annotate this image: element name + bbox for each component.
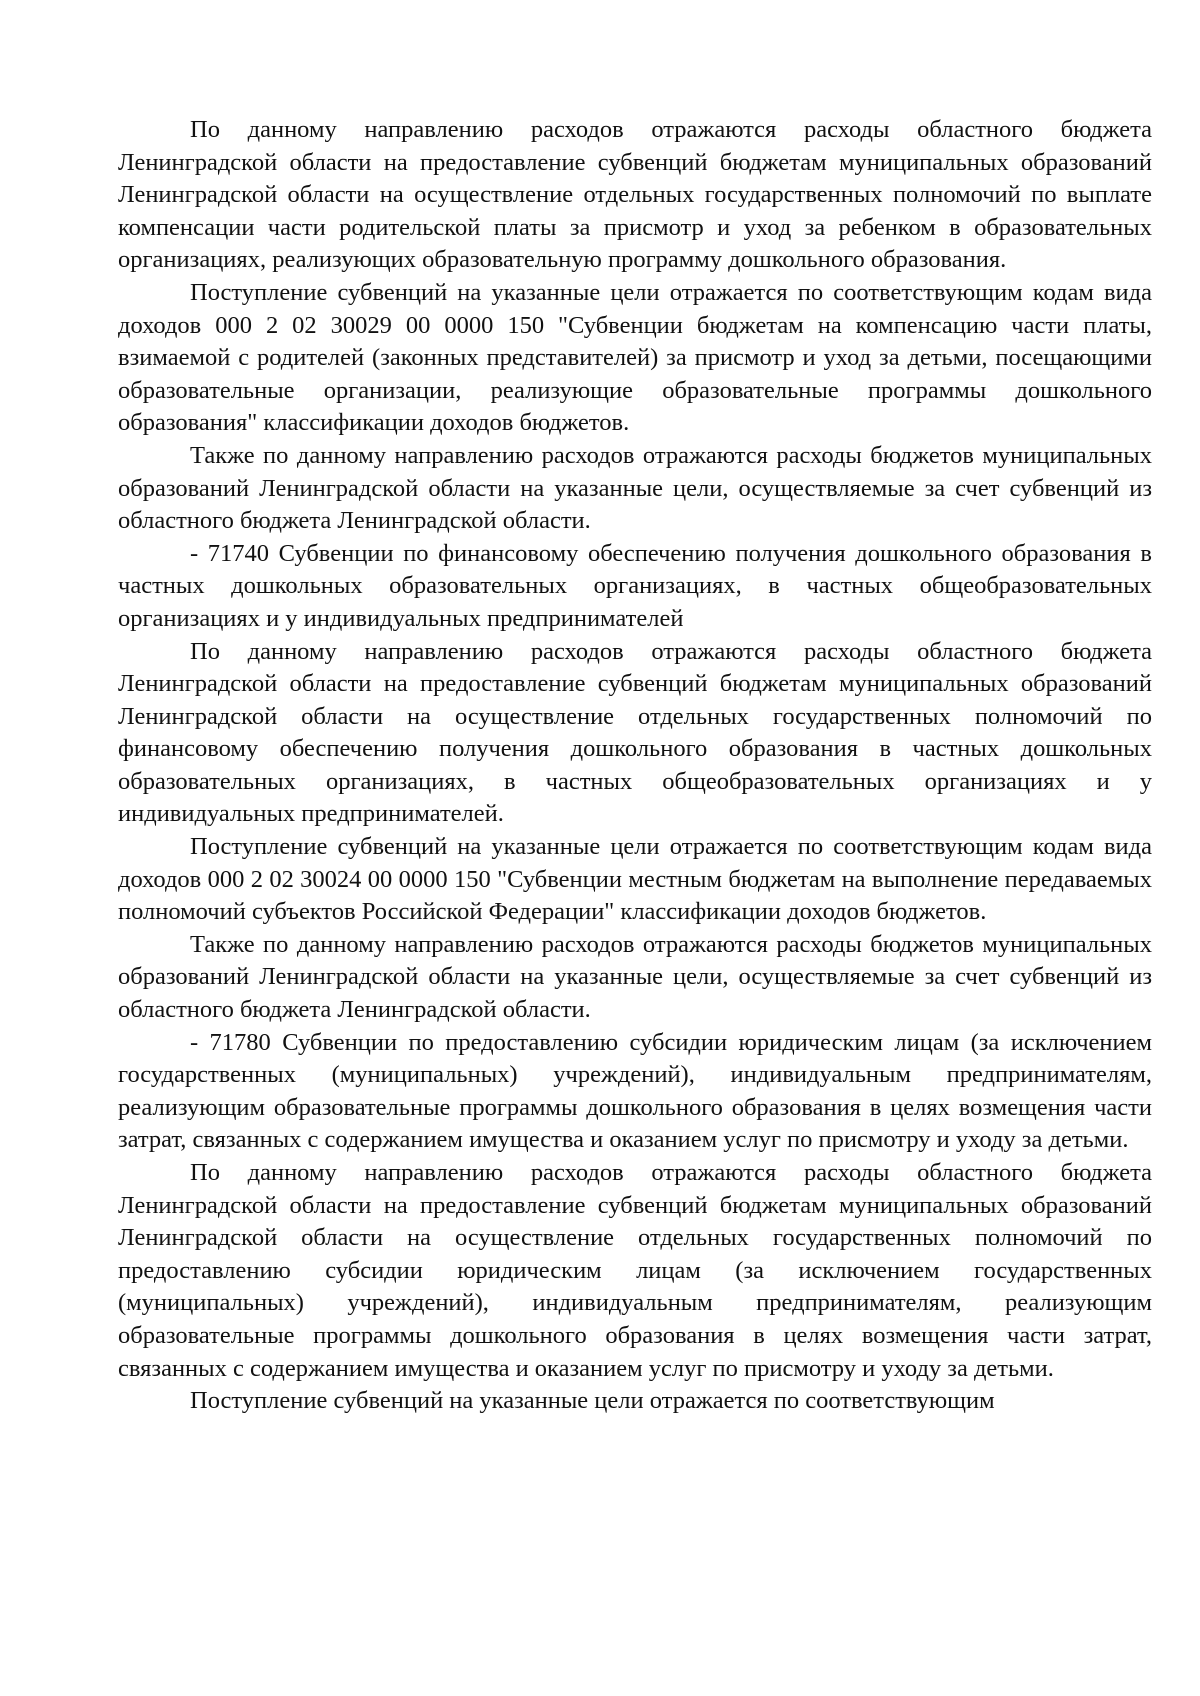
paragraph-4-item-71740: - 71740 Субвенции по финансовому обеспечению получения дошкольного образования в частных дошкольных образовательных организациях, в частных общеобразовательных организациях и у индивидуальных предпринимателей	[118, 539, 1152, 632]
paragraph-2: Поступление субвенций на указанные цели отражается по соответствующим кодам вида доходов 000 2 02 30029 00 0000 150 "Субвенции бюджетам на компенсацию части платы, взимаемой с родителей (законных представителей) за присмотр и уход за детьми, посещающими образовательные организации, реализующие образовательные программы дошкольного образования" классификации доходов бюджетов.	[118, 278, 1152, 437]
paragraph-10: Поступление субвенций на указанные цели отражается по соответствующим	[190, 1387, 995, 1415]
paragraph-1: По данному направлению расходов отражаются расходы областного бюджета Ленинградской области на предоставление субвенций бюджетам муниципальных образований Ленинградской области на осуществление отдельных государственных полномочий по выплате компенсации части родительской платы за присмотр и уход за ребенком в образовательных организациях, реализующих образовательную программу дошкольного образования.	[118, 116, 1152, 274]
paragraph-3: Также по данному направлению расходов отражаются расходы бюджетов муниципальных образований Ленинградской области на указанные цели, осуществляемые за счет субвенций из областного бюджета Ленинградской области.	[118, 441, 1152, 535]
paragraph-6: Поступление субвенций на указанные цели отражается по соответствующим кодам вида доходов 000 2 02 30024 00 0000 150 "Субвенции местным бюджетам на выполнение передаваемых полномочий субъектов Российской Федерации" классификации доходов бюджетов.	[118, 833, 1152, 926]
paragraph-9: По данному направлению расходов отражаются расходы областного бюджета Ленинградской области на предоставление субвенций бюджетам муниципальных образований Ленинградской области на осуществление отдельных государственных полномочий по предоставлению субсидии юридическим лицам (за исключением государственных (муниципальных) учреждений), индивидуальным предпринимателям, реализующим образовательные программы дошкольного образования в целях возмещения части затрат, связанных с содержанием имущества и оказанием услуг по присмотру и уходу за детьми.	[118, 1159, 1152, 1382]
document-body	[118, 114, 1152, 1418]
paragraph-8-item-71780: - 71780 Субвенции по предоставлению субсидии юридическим лицам (за исключением государственных (муниципальных) учреждений), индивидуальным предпринимателям, реализующим образовательные программы дошкольного образования в целях возмещения части затрат, связанных с содержанием имущества и оказанием услуг по присмотру и уходу за детьми.	[118, 1028, 1152, 1154]
paragraph-7: Также по данному направлению расходов отражаются расходы бюджетов муниципальных образований Ленинградской области на указанные цели, осуществляемые за счет субвенций из областного бюджета Ленинградской области.	[118, 930, 1152, 1024]
paragraph-5: По данному направлению расходов отражаются расходы областного бюджета Ленинградской области на предоставление субвенций бюджетам муниципальных образований Ленинградской области на осуществление отдельных государственных полномочий по финансовому обеспечению получения дошкольного образования в частных дошкольных образовательных организациях, в частных общеобразовательных организациях и у индивидуальных предпринимателей.	[118, 637, 1152, 828]
